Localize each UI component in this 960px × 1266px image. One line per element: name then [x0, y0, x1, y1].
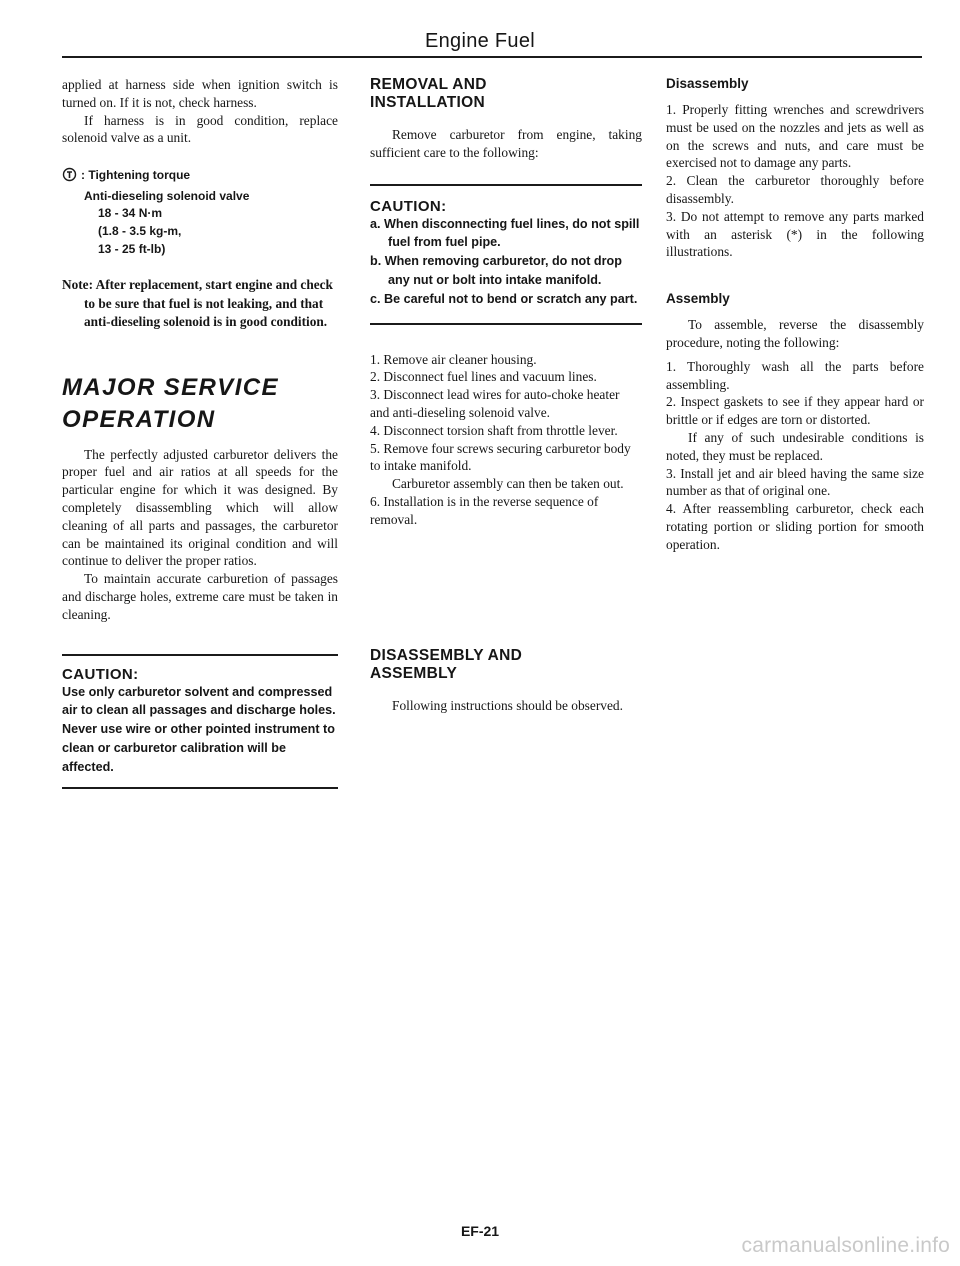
torque-label: : Tightening torque	[81, 168, 191, 183]
column-middle	[370, 76, 642, 714]
torque-value-ftlb: 13 - 25 ft-lb)	[98, 241, 166, 256]
torque-item: Anti-dieseling solenoid valve	[84, 188, 250, 203]
caution-item-a: a. When disconnecting fuel lines, do not spill fuel from fuel pipe.	[370, 216, 640, 250]
note-text: Note: After replacement, start engine and check to be sure that fuel is not leaking, and that anti-dieseling solenoid is in good condition.	[62, 277, 333, 330]
disassembly-intro: Following instructions should be observed.	[392, 697, 623, 713]
caution-item-c: c. Be careful not to bend or scratch any part.	[370, 291, 638, 306]
assembly-heading: Assembly	[666, 291, 730, 307]
removal-title-line-1: REMOVAL AND	[370, 76, 487, 93]
disassembly-step-3: 3. Do not attempt to remove any parts marked with an asterisk (*) in the following illustrations.	[666, 208, 924, 260]
step-2: 2. Disconnect fuel lines and vacuum lines.	[370, 369, 597, 385]
assembly-step-4: 4. After reassembling carburetor, check each rotating portion or sliding portion for smooth operation.	[666, 501, 924, 552]
removal-title-line-2: INSTALLATION	[370, 94, 485, 111]
disassembly-heading: Disassembly	[666, 76, 749, 91]
caution-text: Use only carburetor solvent and compressed air to clean all passages and discharge holes. Never use wire or other pointed instrument to clean or carburetor calibration will be affected.	[62, 684, 336, 774]
column-left	[62, 76, 338, 789]
caution-rule-top	[62, 654, 338, 656]
page-number: EF-21	[460, 1223, 500, 1239]
intro-text: applied at harness side when ignition switch is turned on. If it is not, check harness.	[62, 77, 338, 110]
disassembly-assembly-heading	[370, 647, 642, 683]
disassembly-step-2: 2. Clean the carburetor thoroughly before disassembly.	[666, 173, 924, 206]
torque-value-kgm: (1.8 - 3.5 kg-m,	[98, 223, 182, 238]
major-service-paragraph-1: The perfectly adjusted carburetor delivers the proper fuel and air ratios at all speeds for the particular engine for which it was designed. By completely disassembling which will allow cleaning of all parts and passages, the carburetor can be maintained its original condition and will continue to deliver the proper ratios.	[62, 446, 338, 569]
step-1: 1. Remove air cleaner housing.	[370, 351, 537, 367]
disassembly-title-line-2: ASSEMBLY	[370, 664, 458, 682]
intro-text-2: If harness is in good condition, replace solenoid valve as a unit.	[62, 112, 338, 146]
step-5: 5. Remove four screws securing carburetor body to intake manifold.	[370, 440, 631, 474]
step-5-followup: Carburetor assembly can then be taken out.	[392, 476, 624, 492]
step-6: 6. Installation is in the reverse sequence of removal.	[370, 493, 599, 527]
major-service-paragraph-2: To maintain accurate carburetion of passages and discharge holes, extreme care must be taken in cleaning.	[62, 571, 338, 622]
torque-spec	[62, 167, 338, 258]
major-service-heading	[62, 372, 338, 436]
assembly-step-2-followup: If any of such undesirable conditions is noted, they must be replaced.	[666, 429, 924, 463]
column-right	[666, 76, 924, 554]
removal-steps	[370, 351, 642, 529]
page-title: Engine Fuel	[424, 30, 536, 52]
assembly-intro: To assemble, reverse the disassembly procedure, noting the following:	[666, 317, 924, 350]
torque-value-nm: 18 - 34 N·m	[98, 206, 163, 221]
step-4: 4. Disconnect torsion shaft from throttle lever.	[370, 422, 618, 438]
assembly-steps	[666, 358, 924, 554]
caution-rule-bottom	[62, 787, 338, 789]
caution-rule-top	[370, 184, 642, 186]
section-title-line-1: MAJOR SERVICE	[62, 373, 279, 401]
caution-title: CAUTION:	[370, 197, 447, 215]
caution-title: CAUTION:	[62, 665, 139, 683]
header-rule	[62, 56, 922, 58]
assembly-step-2: 2. Inspect gaskets to see if they appear hard or brittle or if edges are torn or distorted.	[666, 394, 924, 428]
step-3: 3. Disconnect lead wires for auto-choke heater and anti-dieseling solenoid valve.	[370, 387, 620, 420]
removal-intro: Remove carburetor from engine, taking sufficient care to the following:	[370, 127, 642, 160]
caution-rule-bottom	[370, 323, 642, 325]
disassembly-step-1: 1. Properly fitting wrenches and screwdrivers must be used on the nozzles and jets as well as on the screws and nuts, and care must be exercised not to damage any parts.	[666, 102, 924, 171]
torque-wrench-icon	[62, 167, 77, 188]
disassembly-steps	[666, 101, 924, 261]
watermark: carmanualsonline.info	[741, 1234, 950, 1257]
disassembly-title-line-1: DISASSEMBLY AND	[370, 646, 523, 664]
caution-item-b: b. When removing carburetor, do not drop any nut or bolt into intake manifold.	[370, 254, 622, 287]
section-title-line-2: OPERATION	[62, 405, 216, 433]
assembly-step-3: 3. Install jet and air bleed having the same size number as that of original one.	[666, 465, 924, 499]
assembly-step-1: 1. Thoroughly wash all the parts before assembling.	[666, 358, 924, 392]
